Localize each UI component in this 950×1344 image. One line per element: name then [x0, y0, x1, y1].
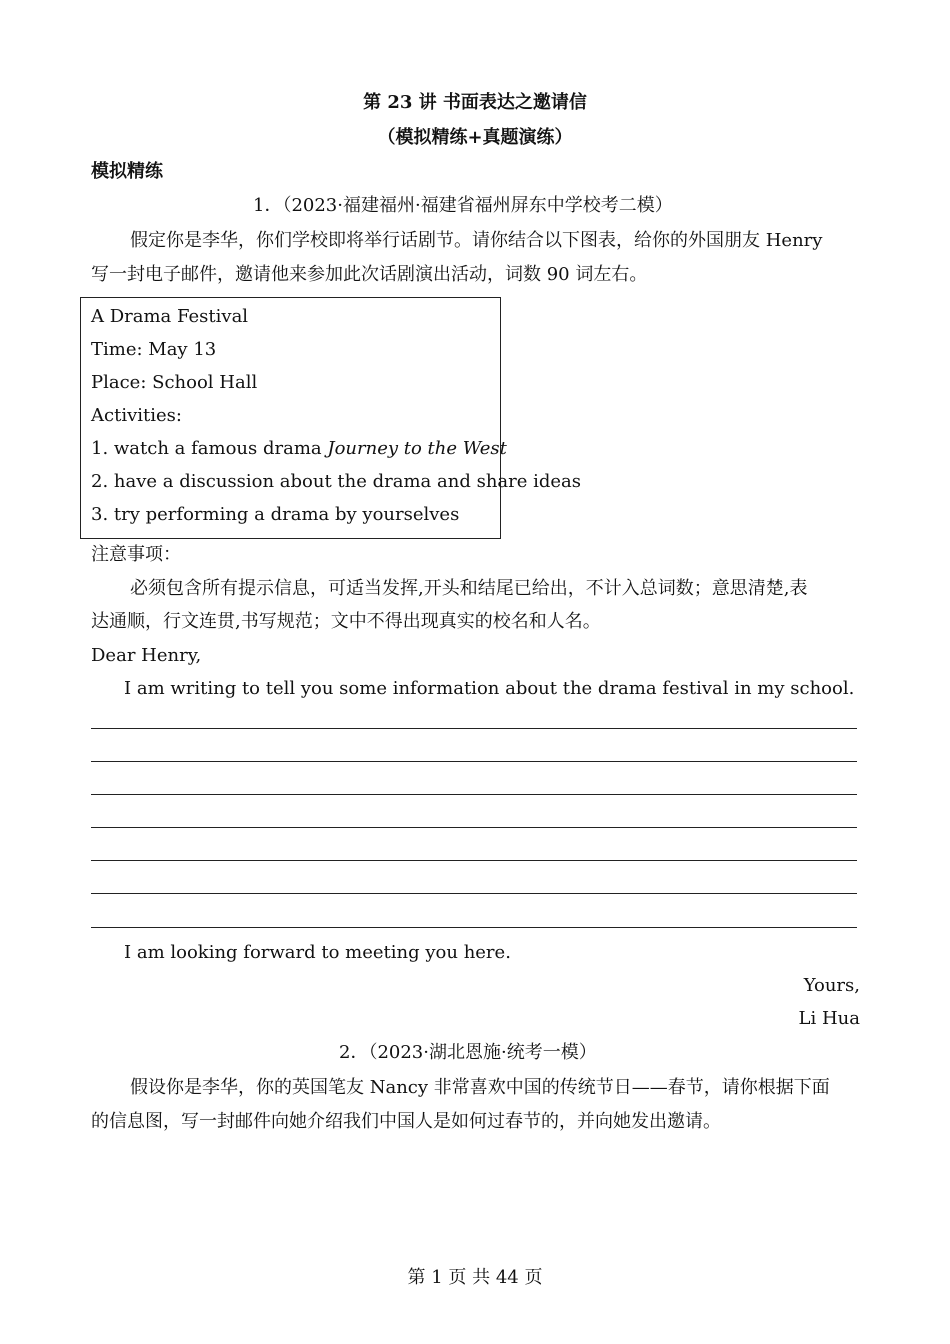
- question-2-prompt-line-1: 假设你是李华，你的英国笔友 Nancy 非常喜欢中国的传统节日——春节，请你根据下面: [130, 1077, 830, 1098]
- notes-label: 注意事项：: [91, 544, 181, 565]
- answer-line: [91, 927, 857, 928]
- activity-1-drama-title: Journey to the West: [327, 438, 507, 459]
- notes-line-2: 达通顺，行文连贯,书写规范；文中不得出现真实的校名和人名。: [91, 611, 601, 632]
- letter-salutation: Dear Henry,: [91, 645, 202, 666]
- question-2-prompt-line-2: 的信息图，写一封邮件向她介绍我们中国人是如何过春节的，并向她发出邀请。: [91, 1111, 721, 1132]
- page-subtitle: （模拟精练+真题演练）: [377, 127, 573, 148]
- answer-line: [91, 728, 857, 729]
- letter-closing: I am looking forward to meeting you here.: [124, 942, 511, 963]
- question-1-prompt-line-1: 假定你是李华，你们学校即将举行话剧节。请你结合以下图表，给你的外国朋友 Henry: [130, 230, 823, 251]
- letter-signoff: Yours,: [803, 975, 860, 996]
- answer-line: [91, 794, 857, 795]
- page-footer: 第 1 页 共 44 页: [407, 1267, 543, 1288]
- question-1-source: 1．（2023·福建福州·福建省福州屏东中学校考二模）: [253, 195, 673, 216]
- answer-line: [91, 860, 857, 861]
- activity-1-text: 1. watch a famous drama: [91, 438, 328, 459]
- box-time: Time: May 13: [91, 339, 217, 360]
- box-activity-3: 3. try performing a drama by yourselves: [91, 504, 460, 525]
- box-activity-1: [91, 437, 507, 461]
- box-activities-label: Activities:: [91, 405, 182, 426]
- drama-festival-info-box: [80, 297, 582, 539]
- section-heading: 模拟精练: [91, 161, 163, 182]
- page-title: 第 23 讲 书面表达之邀请信: [363, 92, 587, 113]
- answer-line: [91, 827, 857, 828]
- question-2-source: 2．（2023·湖北恩施·统考一模）: [339, 1042, 597, 1063]
- letter-opening: I am writing to tell you some information about the drama festival in my school.: [124, 678, 855, 699]
- answer-line: [91, 761, 857, 762]
- question-1-prompt-line-2: 写一封电子邮件，邀请他来参加此次话剧演出活动，词数 90 词左右。: [91, 264, 648, 285]
- notes-line-1: 必须包含所有提示信息，可适当发挥,开头和结尾已给出，不计入总词数；意思清楚,表: [130, 578, 808, 599]
- box-activity-2: 2. have a discussion about the drama and share ideas: [91, 471, 582, 492]
- box-title: A Drama Festival: [91, 306, 249, 327]
- letter-signature: Li Hua: [798, 1008, 860, 1029]
- answer-line: [91, 893, 857, 894]
- box-place: Place: School Hall: [91, 372, 258, 393]
